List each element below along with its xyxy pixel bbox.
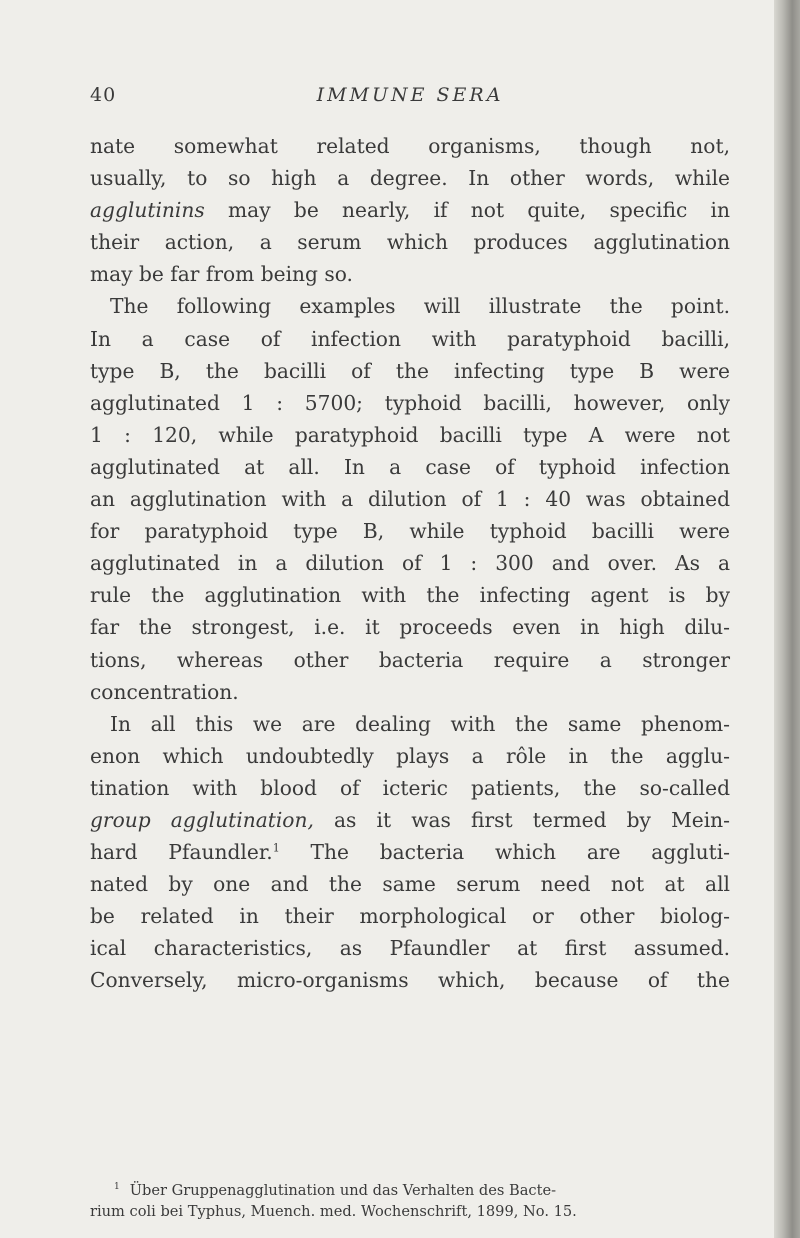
- text-line: usually, to so high a degree. In other words, while: [90, 166, 730, 191]
- text-line: Conversely, micro-organisms which, because of the: [90, 968, 730, 993]
- text-span: hard Pfaundler.: [90, 840, 273, 865]
- text-line: agglutinated 1 : 5700; typhoid bacilli, however, only: [90, 390, 730, 415]
- text-line: agglutinated in a dilution of 1 : 300 and over. As a: [90, 551, 730, 576]
- text-span: as it was first termed by Mein-: [313, 807, 730, 832]
- text-line: may be far from being so.: [90, 262, 353, 287]
- footnote-text: Über Gruppenagglutination und das Verhalten des Bacte-: [129, 1182, 557, 1199]
- text-line: nate somewhat related organisms, though not,: [90, 134, 730, 158]
- text-line: [90, 194, 730, 226]
- text-line: agglutinated at all. In a case of typhoid infection: [90, 454, 730, 479]
- footnote-line: rium coli bei Typhus, Muench. med. Wochenschrift, 1899, No. 15.: [90, 1203, 577, 1220]
- footnote-reference: 1: [272, 841, 280, 855]
- text-line: for paratyphoid type B, while typhoid bacilli were: [90, 519, 730, 544]
- footnote-marker: 1: [114, 1182, 120, 1193]
- text-line: concentration.: [90, 679, 239, 704]
- body-text: [90, 130, 730, 997]
- italic-term: group agglutination,: [90, 807, 314, 832]
- page-header: [90, 84, 730, 114]
- text-line: rule the agglutination with the infecting agent is by: [90, 583, 730, 608]
- text-line: an agglutination with a dilution of 1 : 40 was obtained: [90, 487, 730, 512]
- text-line: The following examples will illustrate the point.: [110, 294, 730, 319]
- italic-term: agglutinins: [90, 198, 205, 223]
- text-span: may be nearly, if not quite, specific in: [204, 198, 730, 223]
- text-line: their action, a serum which produces agglutination: [90, 230, 730, 255]
- text-line: 1 : 120, while paratyphoid bacilli type A were not: [90, 422, 730, 447]
- text-line: tions, whereas other bacteria require a stronger: [90, 647, 730, 672]
- text-line: be related in their morphological or other biolog-: [90, 904, 730, 929]
- running-title: IMMUNE SERA: [316, 84, 504, 106]
- text-line: type B, the bacilli of the infecting type B were: [90, 358, 730, 383]
- text-line: In all this we are dealing with the same phenom-: [110, 711, 730, 736]
- text-line: [90, 836, 730, 868]
- text-line: ical characteristics, as Pfaundler at first assumed.: [90, 936, 730, 961]
- footnote: [90, 1180, 730, 1222]
- text-line: enon which undoubtedly plays a rôle in the agglu-: [90, 743, 730, 768]
- text-line: In a case of infection with paratyphoid bacilli,: [90, 326, 730, 351]
- text-line: nated by one and the same serum need not at all: [90, 872, 730, 897]
- footnote-line: [90, 1180, 730, 1201]
- text-line: tination with blood of icteric patients, the so-called: [90, 775, 730, 800]
- page-edge-shadow: [774, 0, 800, 1238]
- text-span: The bacteria which are aggluti-: [279, 840, 730, 865]
- page-number: 40: [90, 84, 117, 106]
- text-line: [90, 804, 730, 836]
- text-line: far the strongest, i.e. it proceeds even in high dilu-: [90, 615, 730, 640]
